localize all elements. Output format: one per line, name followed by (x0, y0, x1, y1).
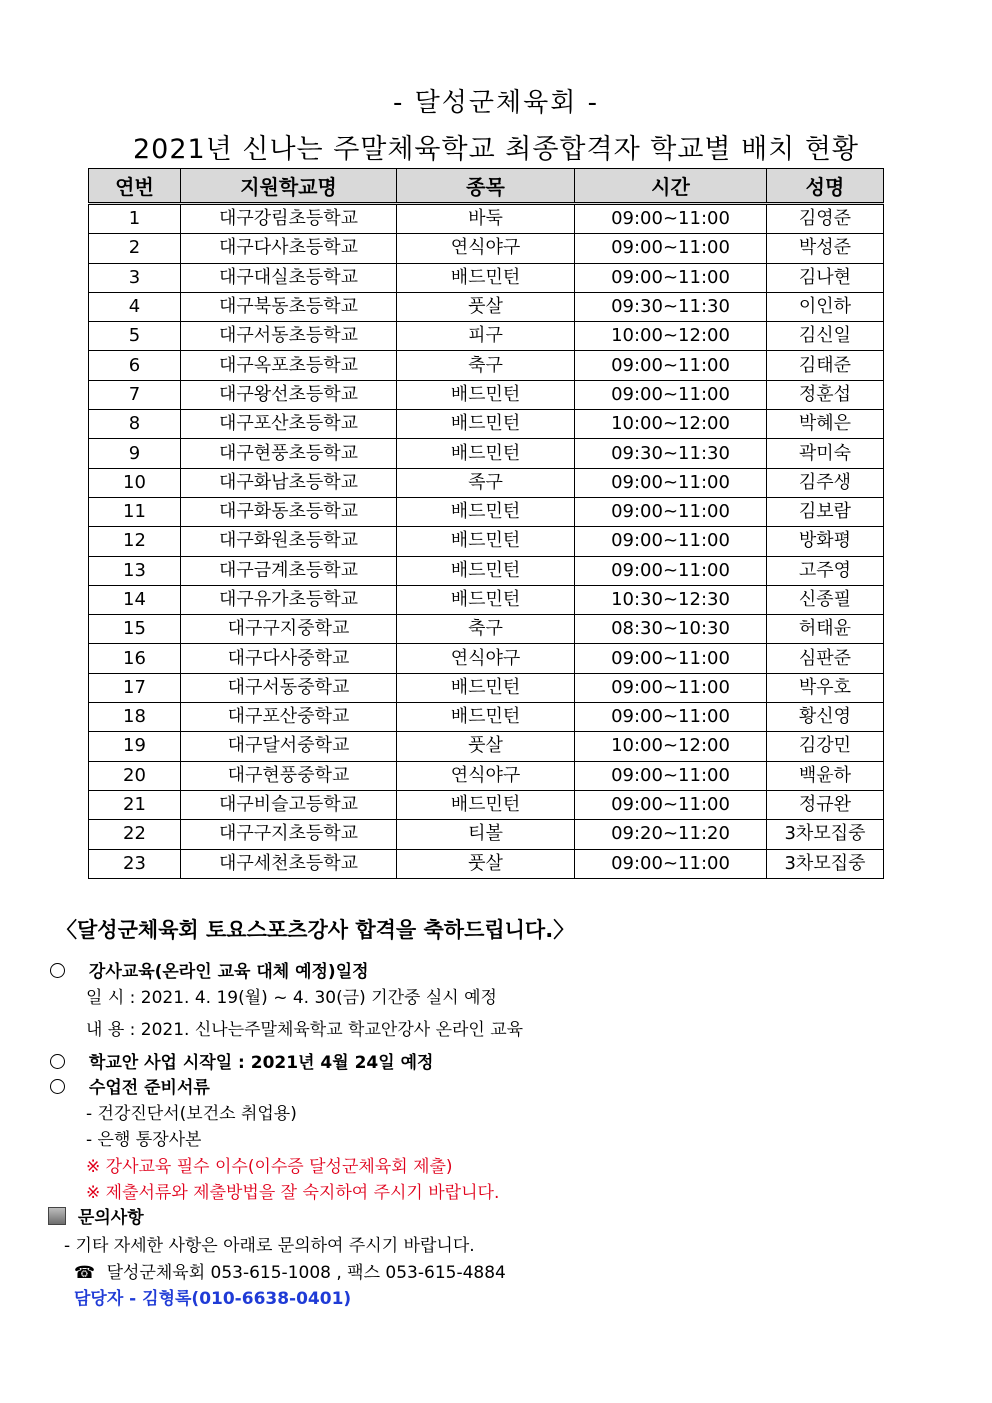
phone-icon: ☎ (74, 1263, 96, 1283)
cell-school: 대구다사중학교 (181, 644, 397, 673)
table-row (89, 322, 884, 351)
circle-bullet-icon (50, 963, 65, 978)
table-row (89, 556, 884, 585)
cell-name: 3차모집중 (767, 820, 884, 849)
cell-name: 김강민 (767, 732, 884, 761)
cell-name: 신종필 (767, 585, 884, 614)
cell-school: 대구세천초등학교 (181, 849, 397, 878)
cell-school: 대구강림초등학교 (181, 204, 397, 234)
cell-school: 대구화남초등학교 (181, 468, 397, 497)
table-row (89, 790, 884, 819)
training-heading: 강사교육(온라인 교육 대체 예정)일정 (88, 962, 369, 982)
circle-bullet-icon (50, 1054, 65, 1069)
table-row (89, 351, 884, 380)
col-header-time: 시간 (575, 169, 767, 204)
cell-time: 10:00~12:00 (575, 322, 767, 351)
cell-school: 대구서동중학교 (181, 673, 397, 702)
table-row (89, 732, 884, 761)
cell-school: 대구포산초등학교 (181, 410, 397, 439)
cell-no: 14 (89, 585, 181, 614)
table-row (89, 673, 884, 702)
col-header-name: 성명 (767, 169, 884, 204)
cell-school: 대구현풍중학교 (181, 761, 397, 790)
cell-time: 10:00~12:00 (575, 732, 767, 761)
cell-time: 09:00~11:00 (575, 673, 767, 702)
cell-sport: 배드민턴 (397, 439, 575, 468)
cell-no: 18 (89, 703, 181, 732)
table-row (89, 585, 884, 614)
cell-sport: 티볼 (397, 820, 575, 849)
cell-no: 2 (89, 234, 181, 263)
cell-sport: 배드민턴 (397, 673, 575, 702)
cell-no: 20 (89, 761, 181, 790)
table-row (89, 615, 884, 644)
cell-no: 17 (89, 673, 181, 702)
contact-heading: 문의사항 (77, 1208, 144, 1228)
cell-no: 8 (89, 410, 181, 439)
table-row (89, 204, 884, 234)
cell-sport: 배드민턴 (397, 585, 575, 614)
table-row (89, 292, 884, 321)
cell-no: 9 (89, 439, 181, 468)
cell-school: 대구달서중학교 (181, 732, 397, 761)
table-row (89, 234, 884, 263)
cell-name: 백윤하 (767, 761, 884, 790)
cell-sport: 배드민턴 (397, 790, 575, 819)
table-row (89, 644, 884, 673)
warning-1: ※ 강사교육 필수 이수(이수증 달성군체육회 제출) (86, 1157, 453, 1177)
cell-name: 박우호 (767, 673, 884, 702)
manager-contact: 담당자 - 김형록(010-6638-0401) (74, 1289, 352, 1309)
cell-time: 10:30~12:30 (575, 585, 767, 614)
page-title: 2021년 신나는 주말체육학교 최종합격자 학교별 배치 현황 (132, 134, 859, 165)
org-title: - 달성군체육회 - (393, 88, 599, 118)
training-item (50, 957, 369, 982)
contact-item (48, 1203, 144, 1228)
cell-sport: 배드민턴 (397, 703, 575, 732)
cell-time: 08:30~10:30 (575, 615, 767, 644)
table-row (89, 820, 884, 849)
table-body (89, 204, 884, 879)
cell-time: 09:00~11:00 (575, 761, 767, 790)
cell-time: 09:00~11:00 (575, 556, 767, 585)
contact-text: - 기타 자세한 사항은 아래로 문의하여 주시기 바랍니다. (64, 1236, 475, 1256)
cell-name: 김태준 (767, 351, 884, 380)
cell-no: 5 (89, 322, 181, 351)
cell-sport: 배드민턴 (397, 263, 575, 292)
cell-name: 곽미숙 (767, 439, 884, 468)
cell-name: 박성준 (767, 234, 884, 263)
cell-time: 09:00~11:00 (575, 263, 767, 292)
cell-school: 대구구지초등학교 (181, 820, 397, 849)
cell-name: 황신영 (767, 703, 884, 732)
cell-sport: 배드민턴 (397, 410, 575, 439)
cell-time: 09:00~11:00 (575, 849, 767, 878)
cell-name: 정훈섭 (767, 380, 884, 409)
cell-name: 김영준 (767, 204, 884, 234)
cell-school: 대구다사초등학교 (181, 234, 397, 263)
cell-school: 대구북동초등학교 (181, 292, 397, 321)
table-row (89, 497, 884, 526)
table-row (89, 703, 884, 732)
cell-no: 11 (89, 497, 181, 526)
cell-sport: 바둑 (397, 204, 575, 234)
cell-sport: 풋살 (397, 849, 575, 878)
training-date: 일 시 : 2021. 4. 19(월) ~ 4. 30(금) 기간중 실시 예정 (86, 988, 497, 1008)
cell-no: 4 (89, 292, 181, 321)
cell-no: 15 (89, 615, 181, 644)
table-row (89, 439, 884, 468)
cell-sport: 배드민턴 (397, 380, 575, 409)
cell-name: 박혜은 (767, 410, 884, 439)
cell-sport: 풋살 (397, 732, 575, 761)
cell-sport: 연식야구 (397, 761, 575, 790)
cell-school: 대구비슬고등학교 (181, 790, 397, 819)
cell-time: 09:00~11:00 (575, 204, 767, 234)
cell-school: 대구금계초등학교 (181, 556, 397, 585)
docs-item (50, 1073, 210, 1098)
cell-school: 대구대실초등학교 (181, 263, 397, 292)
cell-name: 심판준 (767, 644, 884, 673)
cell-no: 19 (89, 732, 181, 761)
cell-sport: 축구 (397, 351, 575, 380)
cell-school: 대구구지중학교 (181, 615, 397, 644)
table-row (89, 849, 884, 878)
cell-no: 10 (89, 468, 181, 497)
table-header-row (89, 169, 884, 204)
square-bullet-icon (48, 1207, 66, 1225)
cell-time: 09:00~11:00 (575, 468, 767, 497)
cell-school: 대구화동초등학교 (181, 497, 397, 526)
cell-name: 방화평 (767, 527, 884, 556)
cell-time: 09:00~11:00 (575, 644, 767, 673)
cell-name: 김보람 (767, 497, 884, 526)
cell-sport: 배드민턴 (397, 497, 575, 526)
roster-table (88, 168, 884, 879)
cell-school: 대구포산중학교 (181, 703, 397, 732)
phone-text: 달성군체육회 053-615-1008 , 팩스 053-615-4884 (106, 1263, 506, 1283)
cell-name: 이인하 (767, 292, 884, 321)
cell-sport: 연식야구 (397, 234, 575, 263)
congrats-heading: 〈달성군체육회 토요스포츠강사 합격을 축하드립니다.〉 (56, 918, 575, 942)
cell-no: 3 (89, 263, 181, 292)
col-header-no: 연번 (89, 169, 181, 204)
cell-name: 허태윤 (767, 615, 884, 644)
cell-no: 1 (89, 204, 181, 234)
table-row (89, 263, 884, 292)
cell-sport: 연식야구 (397, 644, 575, 673)
table-row (89, 410, 884, 439)
table-row (89, 468, 884, 497)
cell-name: 고주영 (767, 556, 884, 585)
cell-school: 대구왕선초등학교 (181, 380, 397, 409)
cell-sport: 배드민턴 (397, 527, 575, 556)
doc-item-2: - 은행 통장사본 (86, 1130, 202, 1150)
cell-time: 09:00~11:00 (575, 497, 767, 526)
circle-bullet-icon (50, 1079, 65, 1094)
cell-school: 대구유가초등학교 (181, 585, 397, 614)
cell-time: 09:00~11:00 (575, 380, 767, 409)
cell-no: 23 (89, 849, 181, 878)
docs-heading: 수업전 준비서류 (88, 1078, 210, 1098)
start-heading: 학교안 사업 시작일 : 2021년 4월 24일 예정 (88, 1053, 434, 1073)
cell-no: 21 (89, 790, 181, 819)
cell-no: 7 (89, 380, 181, 409)
doc-item-1: - 건강진단서(보건소 취업용) (86, 1104, 297, 1124)
cell-time: 09:00~11:00 (575, 234, 767, 263)
table-row (89, 527, 884, 556)
cell-school: 대구서동초등학교 (181, 322, 397, 351)
cell-time: 09:20~11:20 (575, 820, 767, 849)
cell-school: 대구옥포초등학교 (181, 351, 397, 380)
warning-2: ※ 제출서류와 제출방법을 잘 숙지하여 주시기 바랍니다. (86, 1183, 500, 1203)
cell-time: 09:00~11:00 (575, 790, 767, 819)
cell-sport: 족구 (397, 468, 575, 497)
col-header-school: 지원학교명 (181, 169, 397, 204)
cell-name: 김신일 (767, 322, 884, 351)
start-item (50, 1048, 433, 1073)
cell-school: 대구화원초등학교 (181, 527, 397, 556)
cell-no: 13 (89, 556, 181, 585)
cell-name: 정규완 (767, 790, 884, 819)
cell-name: 김주생 (767, 468, 884, 497)
cell-time: 09:00~11:00 (575, 351, 767, 380)
cell-time: 09:30~11:30 (575, 292, 767, 321)
cell-name: 3차모집중 (767, 849, 884, 878)
cell-time: 09:00~11:00 (575, 527, 767, 556)
cell-sport: 축구 (397, 615, 575, 644)
col-header-sport: 종목 (397, 169, 575, 204)
table-row (89, 761, 884, 790)
cell-no: 22 (89, 820, 181, 849)
table-row (89, 380, 884, 409)
cell-time: 09:00~11:00 (575, 703, 767, 732)
cell-time: 10:00~12:00 (575, 410, 767, 439)
training-content: 내 용 : 2021. 신나는주말체육학교 학교안강사 온라인 교육 (86, 1020, 524, 1040)
cell-no: 16 (89, 644, 181, 673)
cell-sport: 피구 (397, 322, 575, 351)
cell-school: 대구현풍초등학교 (181, 439, 397, 468)
phone-line (74, 1258, 506, 1283)
cell-sport: 풋살 (397, 292, 575, 321)
cell-name: 김나현 (767, 263, 884, 292)
cell-no: 12 (89, 527, 181, 556)
cell-time: 09:30~11:30 (575, 439, 767, 468)
cell-no: 6 (89, 351, 181, 380)
cell-sport: 배드민턴 (397, 556, 575, 585)
